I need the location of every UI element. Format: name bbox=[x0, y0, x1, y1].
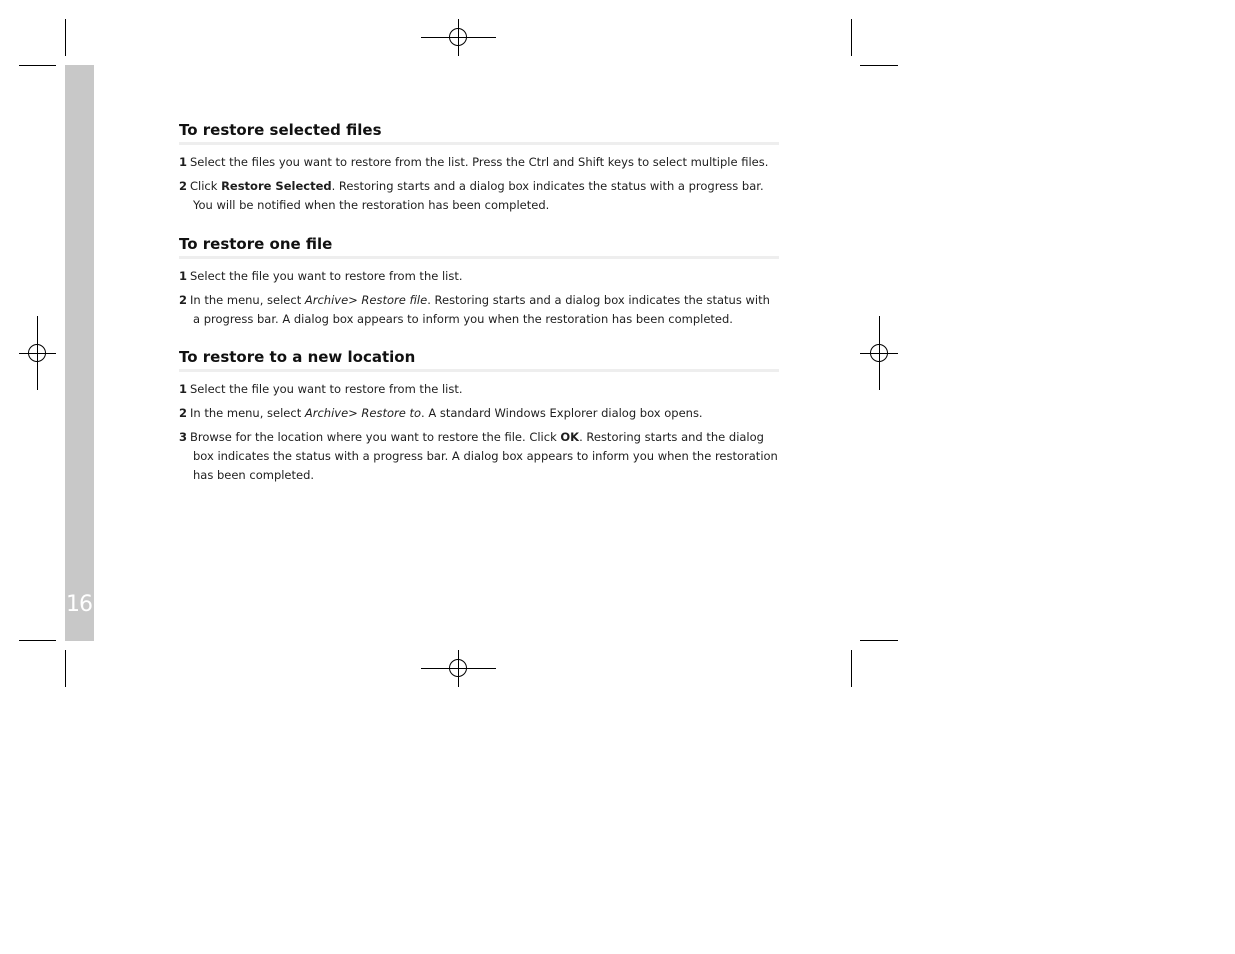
step-list bbox=[179, 267, 779, 329]
section-heading: To restore selected files bbox=[179, 121, 779, 145]
crop-mark bbox=[851, 19, 852, 56]
ui-label-ok: OK bbox=[560, 430, 580, 444]
step-number: 1 bbox=[179, 155, 188, 169]
step-number: 3 bbox=[179, 430, 188, 444]
step-item bbox=[179, 404, 779, 423]
step-number: 1 bbox=[179, 382, 188, 396]
step-number: 1 bbox=[179, 269, 188, 283]
step-text: Select the files you want to restore from the list. Press the Ctrl and Shift keys to select multiple files. bbox=[190, 155, 769, 169]
step-item bbox=[179, 267, 779, 286]
menu-path-restore-to: Archive> Restore to bbox=[304, 406, 422, 420]
page-number: 16 bbox=[66, 592, 92, 617]
step-text: In the menu, select bbox=[190, 406, 305, 420]
section-heading: To restore to a new location bbox=[179, 348, 779, 372]
step-text: Select the file you want to restore from the list. bbox=[190, 382, 463, 396]
step-text: . Restoring starts and the dialog box indicates the status with a progress bar. A dialog box appears to inform you when the restoration has been completed. bbox=[193, 430, 778, 482]
ui-label-restore-selected: Restore Selected bbox=[221, 179, 332, 193]
step-item bbox=[179, 153, 779, 172]
step-text: Click bbox=[190, 179, 222, 193]
step-number: 2 bbox=[179, 179, 188, 193]
section-heading: To restore one file bbox=[179, 235, 779, 259]
step-number: 2 bbox=[179, 406, 188, 420]
page-side-bar bbox=[65, 65, 94, 641]
crop-mark bbox=[19, 640, 56, 641]
step-text: Browse for the location where you want to restore the file. Click bbox=[190, 430, 561, 444]
step-item bbox=[179, 291, 779, 329]
step-text: . Restoring starts and a dialog box indicates the status with a progress bar. You will be notified when the restoration has been completed. bbox=[193, 179, 764, 212]
step-text: Select the file you want to restore from the list. bbox=[190, 269, 463, 283]
crop-mark bbox=[851, 650, 852, 687]
crop-mark bbox=[860, 640, 898, 641]
step-text: . A standard Windows Explorer dialog box opens. bbox=[421, 406, 703, 420]
step-item bbox=[179, 428, 779, 485]
crop-mark bbox=[19, 65, 56, 66]
crop-mark bbox=[860, 65, 898, 66]
section-restore-selected-files bbox=[179, 121, 779, 220]
crop-mark bbox=[65, 650, 66, 687]
step-list bbox=[179, 380, 779, 485]
step-text: In the menu, select bbox=[190, 293, 305, 307]
step-number: 2 bbox=[179, 293, 188, 307]
section-restore-one-file bbox=[179, 235, 779, 334]
step-item bbox=[179, 177, 779, 215]
section-restore-new-location bbox=[179, 348, 779, 490]
step-item bbox=[179, 380, 779, 399]
step-list bbox=[179, 153, 779, 215]
step-text: . Restoring starts and a dialog box indicates the status with a progress bar. A dialog box appears to inform you when the restoration has been completed. bbox=[193, 293, 770, 326]
menu-path-restore-file: Archive> Restore file bbox=[304, 293, 428, 307]
crop-mark bbox=[65, 19, 66, 56]
